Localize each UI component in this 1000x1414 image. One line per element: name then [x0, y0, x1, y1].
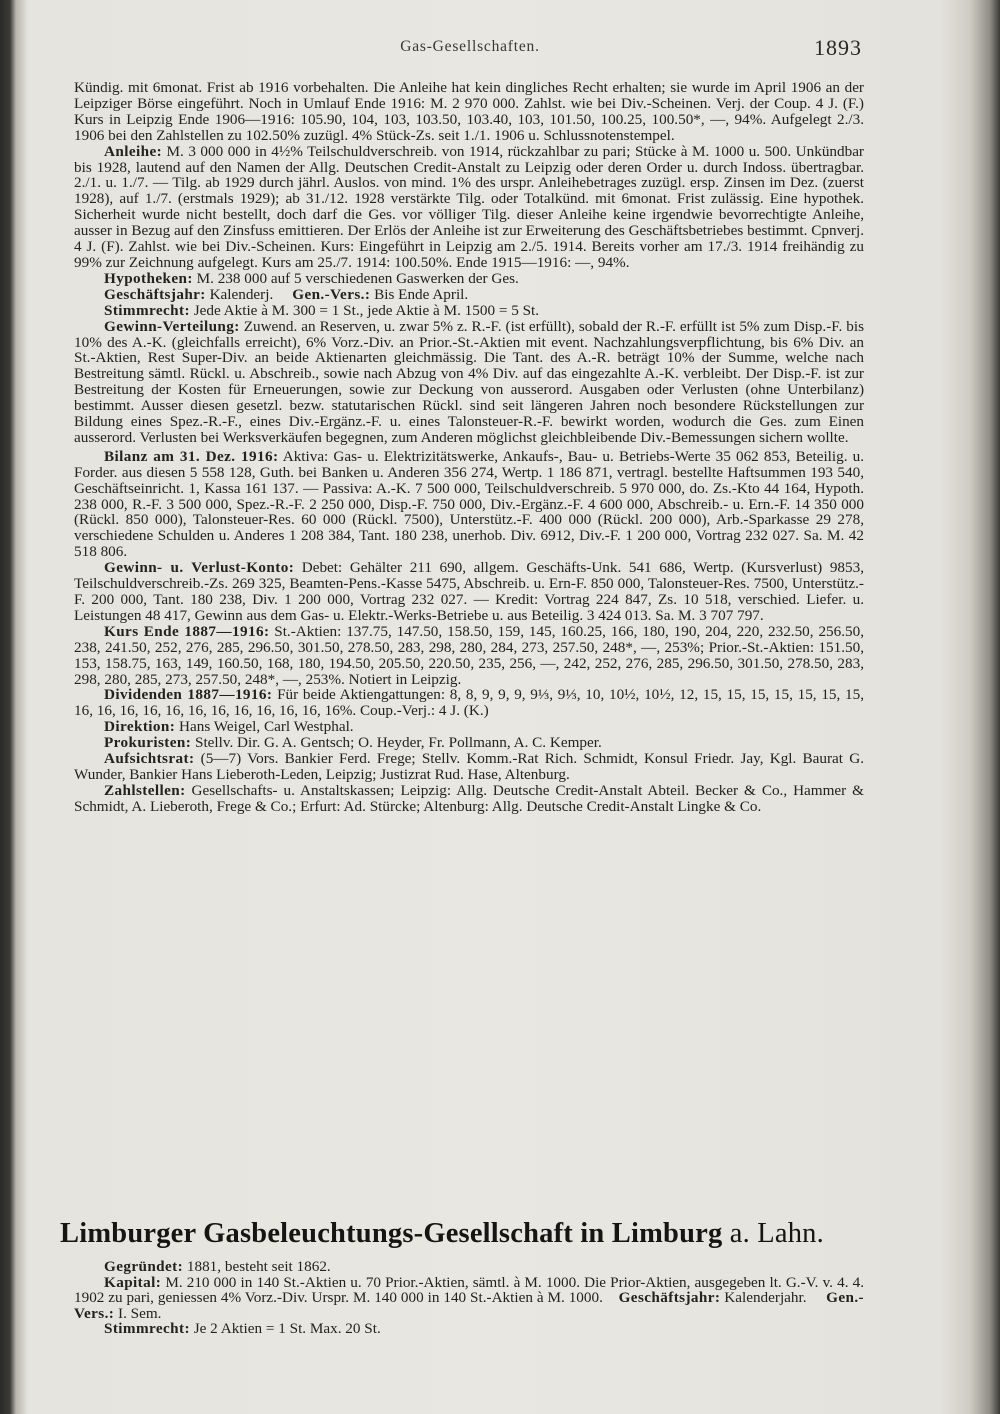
dividends-label: Dividenden 1887—1916: — [104, 686, 273, 704]
mortgages-paragraph: Hypotheken: M. 238 000 auf 5 verschiedenen Gaswerken der Ges. — [104, 269, 519, 287]
voting-rights-label: Stimmrecht: — [104, 1320, 190, 1338]
dividends-paragraph: Dividenden 1887—1916: Für beide Aktiengattungen: 8, 8, 9, 9, 9, 9⅓, 9⅓, 10, 10½, 10½, 12, 15, 15, 15, 15, 15, 15, 15, 16, 16, 16, 16, 16, 16, 16, 16, 16, 16, 16, 16%. Coup.-Verj.: 4 J. (K.) — [74, 686, 864, 720]
general-meeting-label: Gen.-Vers.: — [74, 1289, 865, 1322]
general-meeting-label: Gen.-Vers.: — [292, 285, 371, 303]
share-prices-label: Kurs Ende 1887—1916: — [104, 622, 270, 640]
voting-rights-label: Stimmrecht: — [104, 301, 190, 319]
supervisory-board-paragraph: Aufsichtsrat: (5—7) Vors. Bankier Ferd. Frege; Stellv. Komm.-Rat Rich. Schmidt, Konsul Friedr. Jay, Kgl. Baurat G. Wunder, Bankier Hans Lieberoth-Leden, Leipzig; Justizrat Rud. Hase, Altenburg. — [74, 750, 864, 783]
loan-1914-paragraph: Anleihe: M. 3 000 000 in 4½% Teilschuldverschreib. von 1914, rückzahlbar zu pari; Stücke à M. 1000 u. 500. Unkündbar bis 1928, lautend auf den Namen der Allg. Deutschen Credit-Anstalt zu Leipzig oder deren Order u. durch Indoss. übertragbar. 2./1. u. 1./7. — Tilg. ab 1929 durch jährl. Auslos. von mind. 1% des urspr. Anleihebetrages zuzügl. ersp. Zinsen im Dez. (zuerst 1928), auf 1./7. (erstmals 1929); ab 31./12. 1928 verstärkte Tilg. oder Totalkünd. mit 6monat. Frist zulässig. Eine hypothek. Sicherheit wurde nicht bestellt, doch darf die Ges. vor völliger Tilg. dieser Anleihe keine irgendwie bevorrechtigte Anleihe, ausser in Bezug auf den Zinsfuss emittieren. Der Erlös der Anleihe ist zur Erweiterung des Geschäftsbetriebes bestimmt. Cpnverj. 4 J. (F). Zahlst. wie bei Div.-Scheinen. Kurs: Eingeführt in Leipzig am 2./5. 1914. Bereits vorher am 17./3. 1914 freihändig zu 99% zur Zeichnung aufgelegt. Kurs am 25./7. 1914: 100.50%. Ende 1915—1916: —, 94%. — [74, 142, 864, 271]
supervisory-board-label: Aufsichtsrat: — [104, 750, 195, 768]
loan-1906-paragraph: Kündig. mit 6monat. Frist ab 1916 vorbehalten. Die Anleihe hat kein dingliches Recht erhalten; sie wurde im April 1906 an der Leipziger Börse eingeführt. Noch in Umlauf Ende 1916: M. 2 970 000. Zahlst. wie bei Div.-Scheinen. Verj. der Coup. 4 J. (F.) Kurs in Leipzig Ende 1906—1916: 105.90, 104, 103, 103.50, 103.40, 103, 101.50, 100.25, 100.50*, —, 94%. Aufgelegt 2./3. 1906 bei den Zahlstellen zu 102.50% zuzügl. 4% Stück-Zs. seit 1./1. 1906 u. Schlussnotenstempel. — [74, 79, 864, 144]
page-number: 1893 — [814, 35, 862, 60]
management-label: Direktion: — [104, 718, 176, 736]
running-title: Gas-Gesellschaften. — [400, 38, 540, 55]
founded-paragraph: Gegründet: 1881, besteht seit 1862. — [104, 1258, 331, 1275]
mortgages-label: Hypotheken: — [104, 269, 193, 287]
capital-label: Kapital: — [104, 1273, 162, 1291]
voting-rights-paragraph: Stimmrecht: Je 2 Aktien = 1 St. Max. 20 St. — [104, 1320, 381, 1338]
profit-distribution-paragraph: Gewinn-Verteilung: Zuwend. an Reserven, u. zwar 5% z. R.-F. (ist erfüllt), sobald der R.-F. erfüllt ist 5% zum Disp.-F. bis 10% des A.-K. (gleichfalls erreicht), 6% Vorz.-Div. an Prior.-St.-Aktien mit event. Nachzahlungsverpflichtung, bis 6% Div. an St.-Aktien, Rest Super-Div. an beide Aktienarten gleichmässig. Die Tant. des A.-R. beträgt 10% der Summe, welche nach Bestreitung sämtl. Rückl. u. Abschreib., sowie nach Abzug von 4% Div. auf das eingezahlte A.-K. verbleibt. Der Disp.-F. ist zur Bestreitung der Kosten für Erneuerungen, sowie zur Deckung von ausserord. Ausgaben oder Verlusten (ohne Unterbilanz) bestimmt. Ausser diesen gesetzl. bezw. statutarischen Rückl. sind seit längeren Jahren noch besondere Rückstellungen zur Bildung eines Spez.-R.-F., eines Div.-Ergänz.-F. u. eines Talonsteuer-R.-F. bewirkt worden, wodurch die Ges. zum Einen ausserord. Verlusten bei Werksverkäufen begegnen, zum Anderen möglichst gleichbleibende Div.-Bemessungen sichern wollte. — [74, 317, 864, 446]
authorized-officers-paragraph: Prokuristen: Stellv. Dir. G. A. Gentsch; O. Heyder, Fr. Pollmann, A. C. Kemper. — [104, 734, 602, 752]
profit-distribution-label: Gewinn-Verteilung: — [104, 317, 240, 335]
fiscal-year-label: Geschäftsjahr: — [104, 285, 206, 303]
article-gas-company-continued — [74, 80, 864, 815]
share-prices-paragraph: Kurs Ende 1887—1916: St.-Aktien: 137.75, 147.50, 158.50, 159, 145, 160.25, 166, 180, 190, 204, 220, 232.50, 256.50, 238, 241.50, 252, 276, 285, 296.50, 301.50, 278.50, 283, 298, 280, 284, 273, 257.50, 248*, —, 253%; Prior.-St.-Aktien: 151.50, 153, 158.75, 163, 149, 160.50, 168, 180, 194.50, 205.50, 220.50, 235, 256, —, 242, 252, 276, 285, 296.50, 301.50, 278.50, 283, 298, 280, 285, 273, 257.50, 248*, —, 253%. Notiert in Leipzig. — [74, 622, 865, 688]
authorized-officers-label: Prokuristen: — [104, 734, 192, 752]
paying-agents-paragraph: Zahlstellen: Gesellschafts- u. Anstaltskassen; Leipzig: Allg. Deutsche Credit-Anstalt Abteil. Becker & Co., Hammer & Schmidt, A. Lieberoth, Frege & Co.; Erfurt: Ad. Stürcke; Altenburg: Allg. Deutsche Credit-Anstalt Lingke & Co. — [74, 781, 864, 815]
fiscal-year-label: Geschäftsjahr: — [618, 1289, 721, 1307]
company-location-suffix: a. Lahn. — [722, 1218, 824, 1249]
company-name: Limburger Gasbeleuchtungs-Gesellschaft in Limburg — [60, 1218, 723, 1249]
profit-loss-label: Gewinn- u. Verlust-Konto: — [104, 559, 295, 577]
balance-sheet-label: Bilanz am 31. Dez. 1916: — [104, 447, 279, 465]
voting-rights-paragraph: Stimmrecht: Jede Aktie à M. 300 = 1 St., jede Aktie à M. 1500 = 5 St. — [104, 301, 540, 319]
management-paragraph: Direktion: Hans Weigel, Carl Westphal. — [104, 718, 354, 736]
fiscal-year-paragraph: Geschäftsjahr: Kalenderj. Gen.-Vers.: Bis Ende April. — [104, 285, 469, 303]
founded-label: Gegründet: — [104, 1258, 184, 1275]
loan-label: Anleihe: — [104, 142, 163, 160]
company-heading — [60, 1218, 860, 1250]
capital-paragraph: Kapital: M. 210 000 in 140 St.-Aktien u. 70 Prior.-Aktien, sämtl. à M. 1000. Die Prior-Aktien, ausgegeben lt. G.-V. v. 4. 4. 1902 zu pari, geniessen 4% Vorz.-Div. Urspr. M. 140 000 in 140 St.-Aktien à M. 1000. Geschäftsjahr: Kalenderjahr. Gen.-Vers.: I. Sem. — [74, 1273, 865, 1322]
paying-agents-label: Zahlstellen: — [104, 781, 186, 799]
balance-sheet-paragraph: Bilanz am 31. Dez. 1916: Aktiva: Gas- u. Elektrizitätswerke, Ankaufs-, Bau- u. Betriebs-Werte 35 062 853, Beteilig. u. Forder. aus diesen 5 558 128, Guth. bei Banken u. Anderen 356 274, Wertp. 1 186 871, vertragl. bestellte Haftsummen 193 540, Geschäftseinricht. 1, Kassa 161 137. — Passiva: A.-K. 7 500 000, Teilschuldverschreib. 5 970 000, do. Zs.-Kto 44 164, Hypoth. 238 000, R.-F. 3 500 000, Spez.-R.-F. 2 250 000, Disp.-F. 750 000, Div.-Ergänz.-F. 4 600 000, Abschreib.- u. Ern.-F. 14 350 000 (Rückl. 850 000), Talonsteuer-Res. 60 000 (Rückl. 7500), Unterstütz.-F. 400 000 (Rückl. 200 000), Arb.-Sparkasse 29 278, verschiedene Schulden u. Anderes 1 208 384, Tant. 180 238, unerhob. Div. 6912, Div.-F. 1 200 000, Vortrag 232 027. Sa. M. 42 518 806. — [74, 447, 865, 561]
profit-loss-paragraph: Gewinn- u. Verlust-Konto: Debet: Gehälter 211 690, allgem. Geschäfts-Unk. 541 686, Wertp. (Kursverlust) 9853, Teilschuldverschreib.-Zs. 269 325, Beamten-Pens.-Kasse 5475, Abschreib. u. Ern-F. 850 000, Talonsteuer-Res. 7500, Unterstütz.-F. 200 000, Tant. 180 238, Div. 1 200 000, Vortrag 232 027. — Kredit: Vortrag 224 847, Zs. 10 518, verschied. Liefer. u. Leistungen 48 417, Gewinn aus dem Gas- u. Elektr.-Werks-Betriebe u. aus Beteilig. 3 424 013. Sa. M. 3 707 797. — [74, 559, 864, 624]
article-limburg-gas-company — [74, 1259, 864, 1337]
page-header — [0, 35, 1000, 66]
